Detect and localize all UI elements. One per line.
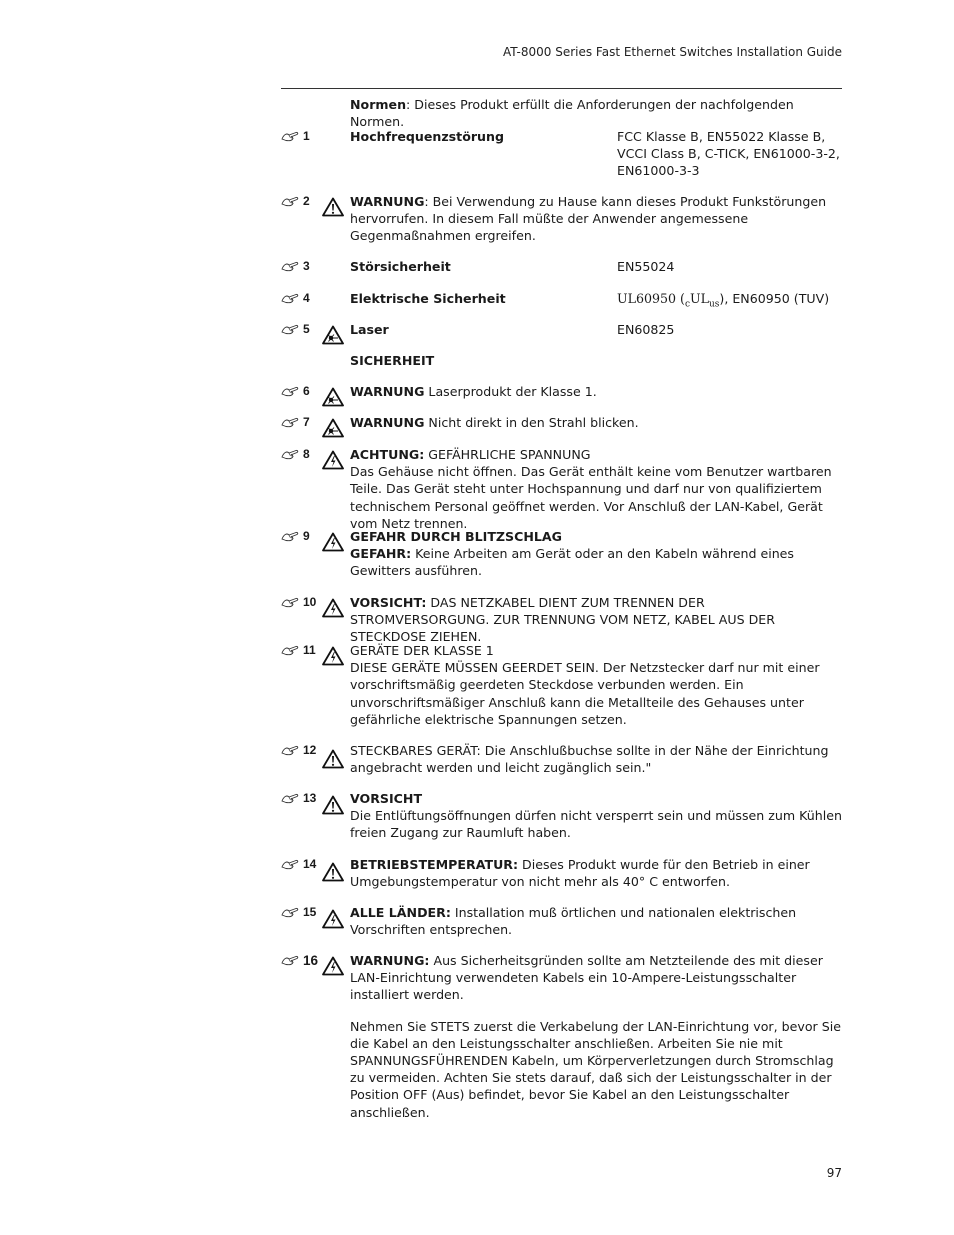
- ul-standard: UL60950 (: [617, 291, 685, 306]
- item-bold: GEFAHR:: [350, 546, 412, 562]
- item-bold: WARNUNG: [350, 384, 425, 399]
- electrical-warning-icon: [322, 450, 344, 470]
- item-bold: BETRIEBSTEMPERATUR:: [350, 857, 519, 872]
- item-text: STECKBARES GERÄT: Die Anschlußbuchse sollte in der Nähe der Einrichtung angebracht werden und leicht zugänglich sein.": [350, 743, 829, 776]
- pointing-hand-icon: [281, 130, 299, 142]
- item-body: Die Entlüftungsöffnungen dürfen nicht versperrt sein und müssen zum Kühlen freien Zugang zur Raumluft haben.: [350, 808, 842, 841]
- item-text: [350, 414, 842, 431]
- item-number: 5: [303, 322, 310, 336]
- item-body-text: Keine Arbeiten am Gerät oder an den Kabeln während eines Gewitters ausführen.: [350, 546, 794, 579]
- pointing-hand-icon: [281, 954, 299, 966]
- norms-text: : Dieses Produkt erfüllt die Anforderungen der nachfolgenden Normen.: [350, 97, 794, 130]
- item-bold: ALLE LÄNDER:: [350, 905, 451, 920]
- item-paragraph: [350, 952, 842, 1004]
- item-body: Nicht direkt in den Strahl blicken.: [424, 415, 639, 430]
- item-text: [350, 193, 842, 245]
- laser-warning-icon: [322, 418, 344, 438]
- pointing-hand-icon: [281, 596, 299, 608]
- pointing-hand-icon: [281, 858, 299, 870]
- item-bold: WARNUNG: [350, 194, 425, 209]
- pointing-hand-icon: [281, 416, 299, 428]
- item-text: [350, 528, 842, 580]
- item-text: [350, 594, 842, 646]
- item-number: 1: [303, 129, 310, 143]
- item-number: 10: [303, 595, 317, 609]
- item-heading: [350, 446, 842, 463]
- pointing-hand-icon: [281, 323, 299, 335]
- header-rule: [281, 88, 842, 89]
- item-text: [350, 790, 842, 842]
- laser-warning-icon: [322, 387, 344, 407]
- item-number: 7: [303, 415, 310, 429]
- item-value: EN60825: [617, 322, 675, 337]
- item-text: [350, 904, 842, 938]
- electrical-warning-icon: [322, 646, 344, 666]
- warning-icon: [322, 749, 344, 769]
- item-label: Hochfrequenzstörung: [350, 129, 504, 144]
- ul-mark: UL: [690, 291, 709, 306]
- item-body: Installation muß örtlichen und nationalen elektrischen Vorschriften entsprechen.: [350, 905, 797, 938]
- ul-c-mark: c: [684, 299, 691, 310]
- item-text: [350, 952, 842, 1121]
- item-number: 11: [303, 643, 316, 657]
- item-number: 14: [303, 857, 317, 871]
- warning-icon: [322, 795, 344, 815]
- warning-icon: [322, 197, 344, 217]
- item-text: [350, 446, 842, 532]
- item-bold: WARNUNG:: [350, 953, 430, 968]
- item-body: Dieses Produkt wurde für den Betrieb in einer Umgebungstemperatur von nicht mehr als 40° C entworfen.: [350, 857, 810, 890]
- item-label: Laser: [350, 322, 389, 337]
- item-value: [617, 128, 842, 180]
- item-heading: GEFAHR DURCH BLITZSCHLAG: [350, 529, 563, 544]
- item-number: 2: [303, 194, 310, 208]
- running-header: AT-8000 Series Fast Ethernet Switches Installation Guide: [503, 45, 842, 59]
- item-value: EN55024: [617, 259, 675, 274]
- item-bold: ACHTUNG:: [350, 447, 425, 462]
- value-line: VCCI Class B, C-TICK, EN61000-3-2,: [617, 146, 840, 162]
- item-body: DAS NETZKABEL DIENT ZUM TRENNEN DER STROMVERSORGUNG. ZUR TRENNUNG VOM NETZ, KABEL AUS DER STECKDOSE ZIEHEN.: [350, 595, 775, 645]
- item-number: 12: [303, 743, 317, 757]
- item-heading: GERÄTE DER KLASSE 1: [350, 643, 494, 658]
- item-value: [617, 290, 842, 314]
- norms-intro: [350, 96, 842, 130]
- pointing-hand-icon: [281, 292, 299, 304]
- item-body: Aus Sicherheitsgründen sollte am Netzteilende des mit dieser LAN-Einrichtung verwendeten Kabels ein 10-Ampere-Leistungsschalter installiert werden.: [350, 953, 823, 1003]
- item-body: : Bei Verwendung zu Hause kann dieses Produkt Funkstörungen hervorrufen. In diesem Fall müßte der Anwender angemessene Gegenmaßnahmen ergreifen.: [350, 194, 827, 244]
- item-text: [350, 856, 842, 890]
- laser-warning-icon: [322, 325, 344, 345]
- pointing-hand-icon: [281, 385, 299, 397]
- item-heading: VORSICHT: [350, 791, 423, 806]
- item-number: 6: [303, 384, 310, 398]
- pointing-hand-icon: [281, 530, 299, 542]
- pointing-hand-icon: [281, 792, 299, 804]
- item-paragraph-2: Nehmen Sie STETS zuerst die Verkabelung der LAN-Einrichtung vor, bevor Sie die Kabel an den Leistungsschalter anschließen. Arbeiten Sie nie mit SPANNUNGSFÜHRENDEN Kabeln, um Körperverletzungen durch Stromschlag zu vermeiden. Achten Sie stets darauf, daß sich der Leistungsschalter in der Position OFF (Aus) befindet, bevor Sie Kabel an den Leistungsschalter anschließen.: [350, 1018, 841, 1120]
- pointing-hand-icon: [281, 448, 299, 460]
- item-number: 8: [303, 447, 310, 461]
- value-line: EN61000-3-3: [617, 163, 700, 179]
- warning-icon: [322, 862, 344, 882]
- item-label: Störsicherheit: [350, 259, 451, 274]
- ul-us-mark: us: [709, 299, 720, 310]
- electrical-warning-icon: [322, 956, 344, 976]
- item-number: 9: [303, 529, 310, 543]
- item-body: DIESE GERÄTE MÜSSEN GEERDET SEIN. Der Netzstecker darf nur mit einer vorschriftsmäßig geerdeten Steckdose verbunden werden. Ein unvorschriftsmäßiger Anschluß kann die Metallteile des Gehauses unter gefährliche elektrische Spannungen setzen.: [350, 660, 820, 727]
- item-number: 13: [303, 791, 317, 805]
- item-text: [350, 383, 842, 400]
- item-bold: WARNUNG: [350, 415, 425, 430]
- item-bold: VORSICHT:: [350, 595, 427, 610]
- pointing-hand-icon: [281, 906, 299, 918]
- item-label: Elektrische Sicherheit: [350, 291, 506, 306]
- item-body: Laserprodukt der Klasse 1.: [424, 384, 597, 399]
- item-body: [350, 545, 842, 579]
- page-number: 97: [826, 1166, 842, 1180]
- tuv-standard: ), EN60950 (TUV): [719, 291, 830, 306]
- value-line: FCC Klasse B, EN55022 Klasse B,: [617, 129, 826, 144]
- section-heading: SICHERHEIT: [350, 353, 435, 368]
- pointing-hand-icon: [281, 260, 299, 272]
- item-number: 15: [303, 905, 317, 919]
- item-number: 4: [303, 291, 310, 305]
- pointing-hand-icon: [281, 744, 299, 756]
- pointing-hand-icon: [281, 644, 299, 656]
- item-number: 16: [303, 953, 319, 968]
- electrical-warning-icon: [322, 598, 344, 618]
- item-heading-text: GEFÄHRLICHE SPANNUNG: [424, 447, 591, 462]
- pointing-hand-icon: [281, 195, 299, 207]
- lightning-warning-icon: [322, 532, 344, 552]
- norms-label: Normen: [350, 97, 407, 112]
- item-number: 3: [303, 259, 310, 273]
- electrical-warning-icon: [322, 909, 344, 929]
- item-text: [350, 642, 842, 728]
- item-body: Das Gehäuse nicht öffnen. Das Gerät enthält keine vom Benutzer wartbaren Teile. Das Gerät steht unter Hochspannung und darf nur von qualifiziertem technischem Personal geöffnet werden. Vor Anschluß der LAN-Kabel, Gerät vom Netz trennen.: [350, 464, 832, 531]
